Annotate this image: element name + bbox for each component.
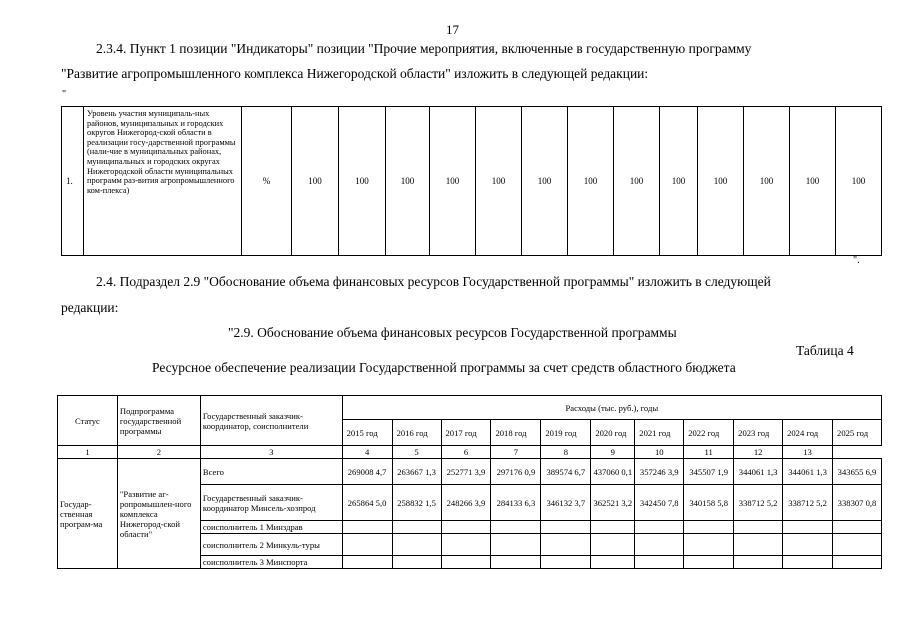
header-row bbox=[58, 396, 882, 420]
section-title: "2.9. Обоснование объема финансовых ресурсов Государственной программы bbox=[228, 325, 677, 340]
year-header: 2017 год bbox=[441, 420, 491, 446]
row-label: соисполнитель 3 Минспорта bbox=[200, 556, 342, 569]
column-number: 9 bbox=[591, 446, 635, 459]
value-cell: 263667 1,3 bbox=[392, 459, 441, 485]
row-label: соисполнитель 1 Минздрав bbox=[200, 521, 342, 534]
value-cell: 345507 1,9 bbox=[684, 459, 734, 485]
table-row-total bbox=[58, 459, 882, 485]
indicator-row bbox=[62, 107, 882, 256]
column-number: 4 bbox=[342, 446, 392, 459]
value-cell: 338712 5,2 bbox=[783, 485, 833, 521]
paragraph-2-3-4-line-1: 2.3.4. Пункт 1 позиции "Индикаторы" позиции "Прочие мероприятия, включенные в государственную программу bbox=[96, 41, 752, 56]
column-number: 5 bbox=[392, 446, 441, 459]
indicator-number: 1. bbox=[62, 107, 84, 256]
value-cell: 258832 1,5 bbox=[392, 485, 441, 521]
value-cell: 437060 0,1 bbox=[591, 459, 635, 485]
value-cell: 362521 3,2 bbox=[591, 485, 635, 521]
column-number: 7 bbox=[491, 446, 541, 459]
indicator-value: 100 bbox=[568, 107, 614, 256]
value-cell: 338307 0,8 bbox=[833, 485, 882, 521]
header-expenses: Расходы (тыс. руб.), годы bbox=[342, 396, 881, 420]
table-caption: Ресурсное обеспечение реализации Государственной программы за счет средств областного бюджета bbox=[152, 360, 736, 375]
closing-quote: ". bbox=[853, 255, 860, 266]
paragraph-2-4-line-2: редакции: bbox=[61, 300, 119, 315]
indicator-value: 100 bbox=[614, 107, 660, 256]
indicator-value: 100 bbox=[660, 107, 698, 256]
indicator-value: 100 bbox=[386, 107, 430, 256]
value-cell: 346132 3,7 bbox=[541, 485, 591, 521]
page-number: 17 bbox=[446, 22, 459, 37]
value-cell: 344061 1,3 bbox=[734, 459, 783, 485]
column-number: 2 bbox=[117, 446, 200, 459]
column-number: 8 bbox=[541, 446, 591, 459]
year-header: 2016 год bbox=[392, 420, 441, 446]
value-cell: 297176 0,9 bbox=[491, 459, 541, 485]
header-customer: Государственный заказчик-координатор, соисполнители bbox=[200, 396, 342, 446]
row-label: соисполнитель 2 Минкуль-туры bbox=[200, 534, 342, 556]
value-cell: 340158 5,8 bbox=[684, 485, 734, 521]
indicator-value: 100 bbox=[292, 107, 339, 256]
indicator-value: 100 bbox=[836, 107, 882, 256]
year-header: 2018 год bbox=[491, 420, 541, 446]
value-cell: 338712 5,2 bbox=[734, 485, 783, 521]
value-cell: 265864 5,0 bbox=[342, 485, 392, 521]
value-cell: 344061 1,3 bbox=[783, 459, 833, 485]
column-number: 1 bbox=[58, 446, 118, 459]
indicator-value: 100 bbox=[476, 107, 522, 256]
header-subprogram: Подпрограмма государственной программы bbox=[117, 396, 200, 446]
row-label: Всего bbox=[200, 459, 342, 485]
paragraph-2-4-line-1: 2.4. Подраздел 2.9 "Обоснование объема финансовых ресурсов Государственной программы" изложить в следующей bbox=[96, 274, 771, 289]
column-number: 6 bbox=[441, 446, 491, 459]
finance-table bbox=[57, 395, 882, 569]
column-number: 13 bbox=[783, 446, 833, 459]
indicator-unit: % bbox=[242, 107, 292, 256]
value-cell: 342450 7,8 bbox=[635, 485, 684, 521]
year-header: 2024 год bbox=[783, 420, 833, 446]
indicator-value: 100 bbox=[790, 107, 836, 256]
value-cell: 252771 3,9 bbox=[441, 459, 491, 485]
value-cell: 343655 6,9 bbox=[833, 459, 882, 485]
value-cell: 269008 4,7 bbox=[342, 459, 392, 485]
year-header: 2025 год bbox=[833, 420, 882, 446]
indicator-value: 100 bbox=[339, 107, 386, 256]
indicator-table bbox=[61, 106, 882, 256]
year-header: 2021 год bbox=[635, 420, 684, 446]
year-header: 2020 год bbox=[591, 420, 635, 446]
value-cell: 357246 3,9 bbox=[635, 459, 684, 485]
column-number: 12 bbox=[734, 446, 783, 459]
row-label: Государственный заказчик-координатор Минсель-хозпрод bbox=[200, 485, 342, 521]
year-header: 2019 год bbox=[541, 420, 591, 446]
year-header: 2023 год bbox=[734, 420, 783, 446]
status-cell: Государ-ственная програм-ма bbox=[58, 459, 118, 569]
indicator-value: 100 bbox=[744, 107, 790, 256]
column-number: 10 bbox=[635, 446, 684, 459]
column-number: 3 bbox=[200, 446, 342, 459]
column-number: 11 bbox=[684, 446, 734, 459]
paragraph-2-3-4-line-2: "Развитие агропромышленного комплекса Нижегородской области" изложить в следующей редакции: bbox=[61, 66, 649, 81]
year-header: 2022 год bbox=[684, 420, 734, 446]
year-header: 2015 год bbox=[342, 420, 392, 446]
subprogram-cell: "Развитие аг-ропромышлен-ного комплекса Нижегород-ской области" bbox=[117, 459, 200, 569]
indicator-value: 100 bbox=[522, 107, 568, 256]
indicator-value: 100 bbox=[698, 107, 744, 256]
value-cell: 284133 6,3 bbox=[491, 485, 541, 521]
value-cell: 389574 6,7 bbox=[541, 459, 591, 485]
indicator-description: Уровень участия муниципаль-ных районов, муниципальных и городских округов Нижегород-ской области в реализации госу-дарственной программы (нали-чие в муниципальных районах, муниципальных и городских округах Нижегородской области муниципальных программ раз-вития агропромышленного ком-плекса) bbox=[84, 107, 242, 256]
indicator-value: 100 bbox=[430, 107, 476, 256]
header-status: Статус bbox=[58, 396, 118, 446]
value-cell: 248266 3,9 bbox=[441, 485, 491, 521]
opening-quote: " bbox=[62, 89, 67, 100]
column-numbers-row bbox=[58, 446, 882, 459]
table-label: Таблица 4 bbox=[796, 343, 854, 358]
